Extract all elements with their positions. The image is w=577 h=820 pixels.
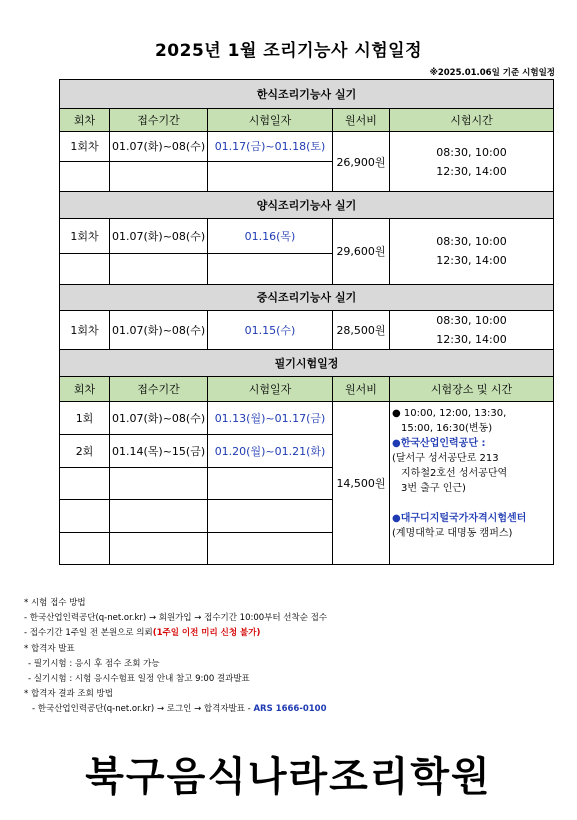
time-line: 12:30, 14:00 xyxy=(436,254,507,268)
round-cell: 1회차 xyxy=(60,310,110,349)
fee-cell: 14,500원 xyxy=(333,401,390,564)
fee-cell: 26,900원 xyxy=(333,131,390,192)
fee-cell: 29,600원 xyxy=(333,218,390,284)
exam-date-cell: 01.13(월)~01.17(금) xyxy=(208,401,333,434)
header-row xyxy=(60,376,554,401)
notes-heading: * 합격자 발표 xyxy=(24,643,75,654)
notes-line: - 한국산업인력공단(q-net.or.kr) → 로그인 → 합격자발표 - ARS 1666-0100 xyxy=(32,704,327,715)
round-cell: 1회차 xyxy=(60,218,110,253)
exam-date-cell: 01.20(월)~01.21(화) xyxy=(208,435,333,467)
section-title-western: 양식조리기능사 실기 xyxy=(60,192,554,218)
notes xyxy=(24,596,327,718)
time-line: 12:30, 14:00 xyxy=(436,164,507,178)
table-row xyxy=(60,310,554,349)
period-cell: 01.07(화)~08(수) xyxy=(110,401,208,434)
time-line: 08:30, 10:00 xyxy=(436,314,507,328)
exam-date-cell: 01.16(목) xyxy=(208,218,333,253)
location-cell xyxy=(390,401,554,564)
exam-date-cell: 01.17(금)~01.18(토) xyxy=(208,131,333,161)
page-title: 2025년 1월 조리기능사 시험일정 xyxy=(154,41,423,61)
location-line: (달서구 성서공단로 213 xyxy=(392,452,499,464)
time-cell xyxy=(390,131,554,192)
notes-heading: * 시험 접수 방법 xyxy=(24,598,86,608)
round-cell: 2회 xyxy=(60,435,110,467)
col-fee: 원서비 xyxy=(333,109,390,131)
table-row xyxy=(60,218,554,253)
col-location: 시험장소 및 시간 xyxy=(390,376,554,401)
header-row xyxy=(60,109,554,131)
location-line: ●대구디지털국가자격시험센터 xyxy=(392,512,527,524)
section-title-chinese: 중식조리기능사 실기 xyxy=(60,284,554,310)
table-row xyxy=(60,401,554,434)
col-fee: 원서비 xyxy=(333,376,390,401)
location-line: (계명대학교 대명동 캠퍼스) xyxy=(392,527,513,539)
period-cell: 01.07(화)~08(수) xyxy=(110,218,208,253)
section-title-written: 필기시험일정 xyxy=(60,350,554,376)
exam-date-cell: 01.15(수) xyxy=(208,310,333,349)
schedule-table xyxy=(59,79,554,565)
col-period: 접수기간 xyxy=(110,109,208,131)
location-line: ● 10:00, 12:00, 13:30, xyxy=(392,407,507,419)
time-cell xyxy=(390,310,554,349)
col-exam-date: 시험일자 xyxy=(208,376,333,401)
location-line: 15:00, 16:30(변동) xyxy=(401,422,493,434)
location-line: ●한국산업인력공단 : xyxy=(392,437,486,449)
time-line: 12:30, 14:00 xyxy=(436,333,507,347)
period-cell: 01.07(화)~08(수) xyxy=(110,310,208,349)
location-line: 지하철2호선 성서공단역 xyxy=(401,467,508,479)
period-cell: 01.07(화)~08(수) xyxy=(110,131,208,161)
period-cell: 01.14(목)~15(금) xyxy=(110,435,208,467)
col-time: 시험시간 xyxy=(390,109,554,131)
table-row xyxy=(60,131,554,161)
notes-line: - 접수기간 1주일 전 본원으로 의뢰(1주일 이전 미리 신청 불가) xyxy=(24,628,261,639)
col-period: 접수기간 xyxy=(110,376,208,401)
academy-name: 북구음식나라조리학원 xyxy=(85,754,492,800)
col-round: 회차 xyxy=(60,376,110,401)
time-line: 08:30, 10:00 xyxy=(436,145,507,159)
col-round: 회차 xyxy=(60,109,110,131)
notes-heading: * 합격자 결과 조회 방법 xyxy=(24,689,113,700)
col-exam-date: 시험일자 xyxy=(208,109,333,131)
location-line: 3번 출구 인근) xyxy=(401,482,466,494)
notes-line: - 한국산업인력공단(q-net.or.kr) → 회원가입 → 접수기간 10:00부터 선착순 접수 xyxy=(24,613,328,624)
round-cell: 1회차 xyxy=(60,131,110,161)
time-cell xyxy=(390,218,554,284)
notes-line: - 필기시험 : 응시 후 점수 조회 가능 xyxy=(28,658,160,669)
date-note: ※2025.01.06일 기준 시험일정 xyxy=(429,68,555,78)
round-cell: 1회 xyxy=(60,401,110,434)
notes-line: - 실기시험 : 시험 응시수험표 일정 안내 참고 9:00 결과발표 xyxy=(28,674,250,685)
time-line: 08:30, 10:00 xyxy=(436,235,507,249)
section-title-korean: 한식조리기능사 실기 xyxy=(60,80,554,109)
fee-cell: 28,500원 xyxy=(333,310,390,349)
